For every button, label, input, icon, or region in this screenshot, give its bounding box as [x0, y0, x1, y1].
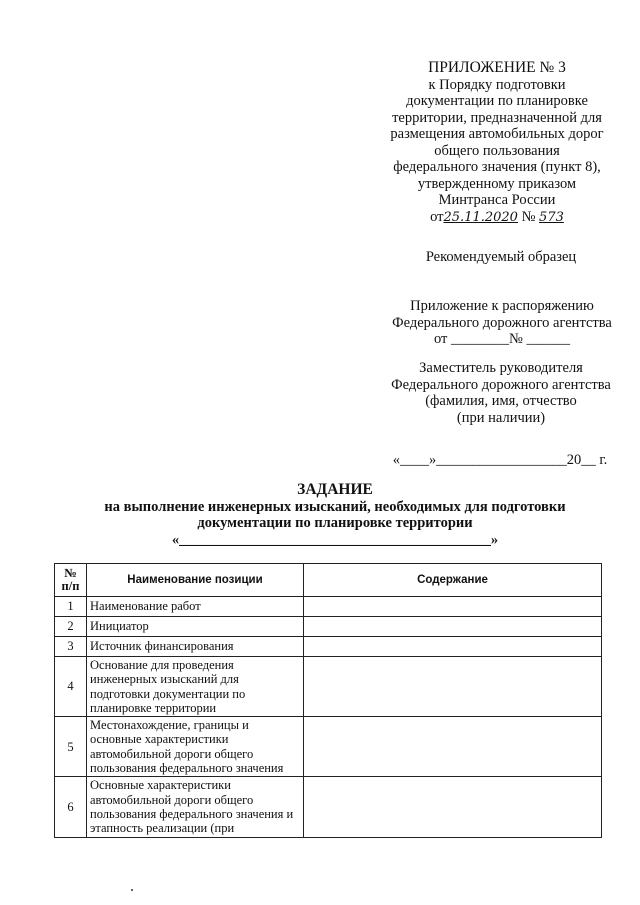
appendix-line: территории, предназначенной для	[392, 109, 602, 126]
task-table	[54, 563, 602, 838]
appendix-date-line	[352, 209, 640, 227]
row-name: Местонахождение, границы и основные характеристики автомобильной дороги общего пользования федерального значения	[87, 717, 304, 777]
task-object-blank: «___________________________________________»	[171, 531, 499, 548]
appendix-line: Минтранса России	[438, 192, 556, 208]
approver-block	[370, 360, 632, 426]
order-line: от ________№ ______	[434, 331, 570, 347]
row-content[interactable]	[304, 717, 602, 777]
approver-line: Федерального дорожного агентства	[391, 376, 611, 393]
header-name: Наименование позиции	[87, 564, 304, 597]
header-number: № п/п	[55, 564, 87, 597]
order-attachment	[372, 298, 632, 348]
appendix-header	[352, 60, 640, 226]
appendix-line: утвержденному приказом	[417, 175, 577, 192]
appendix-line: общего пользования	[434, 142, 560, 159]
row-number: 1	[55, 597, 87, 617]
date-line-text: «____»__________________20__ г.	[392, 452, 608, 468]
date-line	[380, 452, 620, 469]
row-number: 4	[55, 657, 87, 717]
table-row	[55, 657, 602, 717]
table-row	[55, 637, 602, 657]
task-title: ЗАДАНИЕ	[297, 481, 373, 498]
row-number: 6	[55, 777, 87, 837]
task-subtitle: документации по планировке территории	[197, 515, 473, 531]
appendix-title: ПРИЛОЖЕНИЕ № 3	[428, 59, 566, 76]
number-label: №	[521, 208, 536, 225]
approver-line: (фамилия, имя, отчество	[425, 393, 577, 409]
row-content[interactable]	[304, 617, 602, 637]
appendix-line: размещения автомобильных дорог	[390, 126, 604, 142]
appendix-line: к Порядку подготовки	[428, 76, 566, 93]
table-row	[55, 597, 602, 617]
row-name: Источник финансирования	[87, 637, 304, 657]
appendix-line: документации по планировке	[406, 93, 588, 109]
handwritten-number: 573	[539, 209, 564, 225]
header-content: Содержание	[304, 564, 602, 597]
row-name: Основание для проведения инженерных изысканий для подготовки документации по планировке территории	[87, 657, 304, 717]
row-name: Наименование работ	[87, 597, 304, 617]
row-number: 2	[55, 617, 87, 637]
handwritten-date: 25.11.2020	[443, 209, 518, 225]
approver-line: (при наличии)	[456, 409, 546, 426]
row-number: 3	[55, 637, 87, 657]
approver-line: Заместитель руководителя	[419, 360, 583, 376]
appendix-line: федерального значения (пункт 8),	[393, 159, 601, 175]
table-row	[55, 717, 602, 777]
task-title-block	[40, 482, 630, 548]
row-content[interactable]	[304, 597, 602, 617]
order-line: Приложение к распоряжению	[410, 298, 594, 314]
from-label: от	[430, 208, 444, 225]
scan-speck	[131, 889, 133, 891]
row-number: 5	[55, 717, 87, 777]
table-row	[55, 617, 602, 637]
table-header-row	[55, 564, 602, 597]
task-subtitle: на выполнение инженерных изысканий, необходимых для подготовки	[104, 498, 566, 515]
order-line: Федерального дорожного агентства	[392, 314, 612, 331]
row-name: Основные характеристики автомобильной дороги общего пользования федерального значения и этапность реализации (при	[87, 777, 304, 837]
row-content[interactable]	[304, 657, 602, 717]
row-content[interactable]	[304, 637, 602, 657]
table-row	[55, 777, 602, 837]
recommended-sample-text: Рекомендуемый образец	[425, 249, 577, 265]
row-name: Инициатор	[87, 617, 304, 637]
recommended-sample	[392, 249, 610, 266]
row-content[interactable]	[304, 777, 602, 837]
